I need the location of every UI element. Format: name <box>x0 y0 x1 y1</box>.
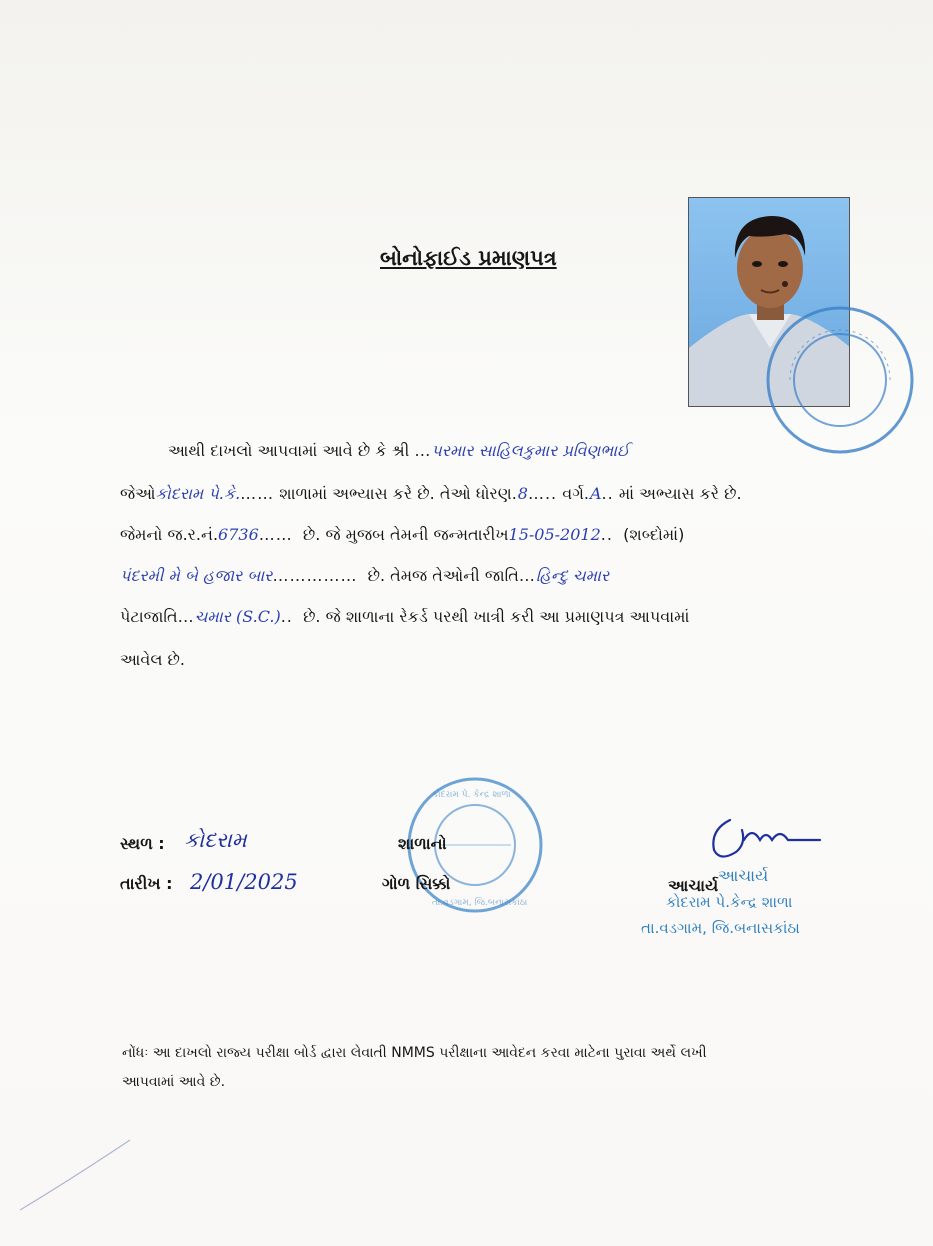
note-line-1: નોંધઃ આ દાખલો રાજ્ય પરીક્ષા બોર્ડ દ્વારા લેવાતી NMMS પરીક્ષાના આવેદન કરવા માટેના પુરાવા અર્થે લખી <box>122 1045 707 1061</box>
date-value: 2/01/2025 <box>190 870 298 894</box>
seal-text-bottom: તા.વડગામ, જિ.બનાસકાંઠા <box>432 898 528 908</box>
in-words-label: (શબ્દોમાં) <box>623 525 685 544</box>
l2-middle: શાળામાં અભ્યાસ કરે છે. તેઓ ધોરણ <box>279 484 512 503</box>
school-label: શાળાનો <box>398 834 447 853</box>
gr-label: જેમનો જ.ર.નં. <box>120 525 219 544</box>
subcaste-label: પેટાજાતિ <box>120 607 178 626</box>
place-value: કોદરામ <box>184 828 247 852</box>
date-label: તારીખ : <box>120 874 173 893</box>
principal-label: આચાર્ય <box>668 876 719 895</box>
gr-number: 6736 <box>218 525 259 544</box>
subcaste-value: ચમાર (S.C.) <box>194 607 281 626</box>
dob-label: છે. જે મુજબ તેમની જન્મતારીખ <box>302 525 509 544</box>
body-line-5: પેટાજાતિ…ચમાર (S.C.).. છે. જે શાળાના રેકર્ડ પરથી ખાત્રી કરી આ પ્રમાણપત્ર આપવામાં <box>120 607 690 626</box>
l5-suffix: છે. જે શાળાના રેકર્ડ પરથી ખાત્રી કરી આ પ્રમાણપત્ર આપવામાં <box>303 607 690 626</box>
stamp-title: આચાર્ય <box>718 866 769 885</box>
round-seal-label: ગોળ સિક્કો <box>382 874 451 893</box>
school-name: કોદરામ પે.કે. <box>155 484 241 503</box>
student-name: પરમાર સાહિલકુમાર પ્રવિણભાઈ <box>431 441 630 460</box>
date-of-birth: 15-05-2012 <box>508 525 601 544</box>
class-label: વર્ગ <box>562 484 584 503</box>
intro-text: આથી દાખલો આપવામાં આવે છે કે શ્રી <box>168 441 410 460</box>
body-line-2: જેઓકોદરામ પે.કે.…… શાળામાં અભ્યાસ કરે છે. તેઓ ધોરણ.8….. વર્ગ.A.. માં અભ્યાસ કરે છે. <box>120 484 742 503</box>
note-line-2: આપવામાં આવે છે. <box>122 1074 226 1090</box>
body-line-4: પંદરમી મે બે હજાર બાર…………… છે. તેમજ તેઓની જાતિ…હિન્દુ ચમાર <box>120 566 610 585</box>
body-line-6 <box>120 650 865 680</box>
caste-label: છે. તેમજ તેઓની જાતિ <box>367 566 519 585</box>
l2-suffix: માં અભ્યાસ કરે છે. <box>618 484 742 503</box>
l2-prefix: જેઓ <box>120 484 156 503</box>
caste-value: હિન્દુ ચમાર <box>535 566 610 585</box>
seal-text-top: કોદરામ પે. કેન્દ્ર શાળા <box>432 790 511 800</box>
dob-in-words: પંદરમી મે બે હજાર બાર <box>120 566 273 585</box>
stamp-taluka: તા.વડગામ, જિ.બનાસકાંઠા <box>641 919 800 937</box>
certificate-title: બોનોફાઈડ પ્રમાણપત્ર <box>380 246 557 270</box>
paper-mark <box>20 1140 140 1220</box>
standard-value: 8 <box>517 484 528 503</box>
body-line-3: જેમનો જ.ર.નં.6736…… છે. જે મુજબ તેમની જન્મતારીખ15-05-2012.. (શબ્દોમાં) <box>120 525 685 544</box>
body-line-1: આથી દાખલો આપવામાં આવે છે કે શ્રી …પરમાર સાહિલકુમાર પ્રવિણભાઈ <box>168 441 630 460</box>
place-label: સ્થળ : <box>120 834 165 853</box>
principal-signature <box>700 800 840 870</box>
division-value: A <box>589 484 602 503</box>
closing-text: આવેલ છે. <box>120 650 185 669</box>
stamp-school: કોદરામ પે.કેન્દ્ર શાળા <box>666 893 793 911</box>
school-seal-stamp <box>760 300 920 460</box>
